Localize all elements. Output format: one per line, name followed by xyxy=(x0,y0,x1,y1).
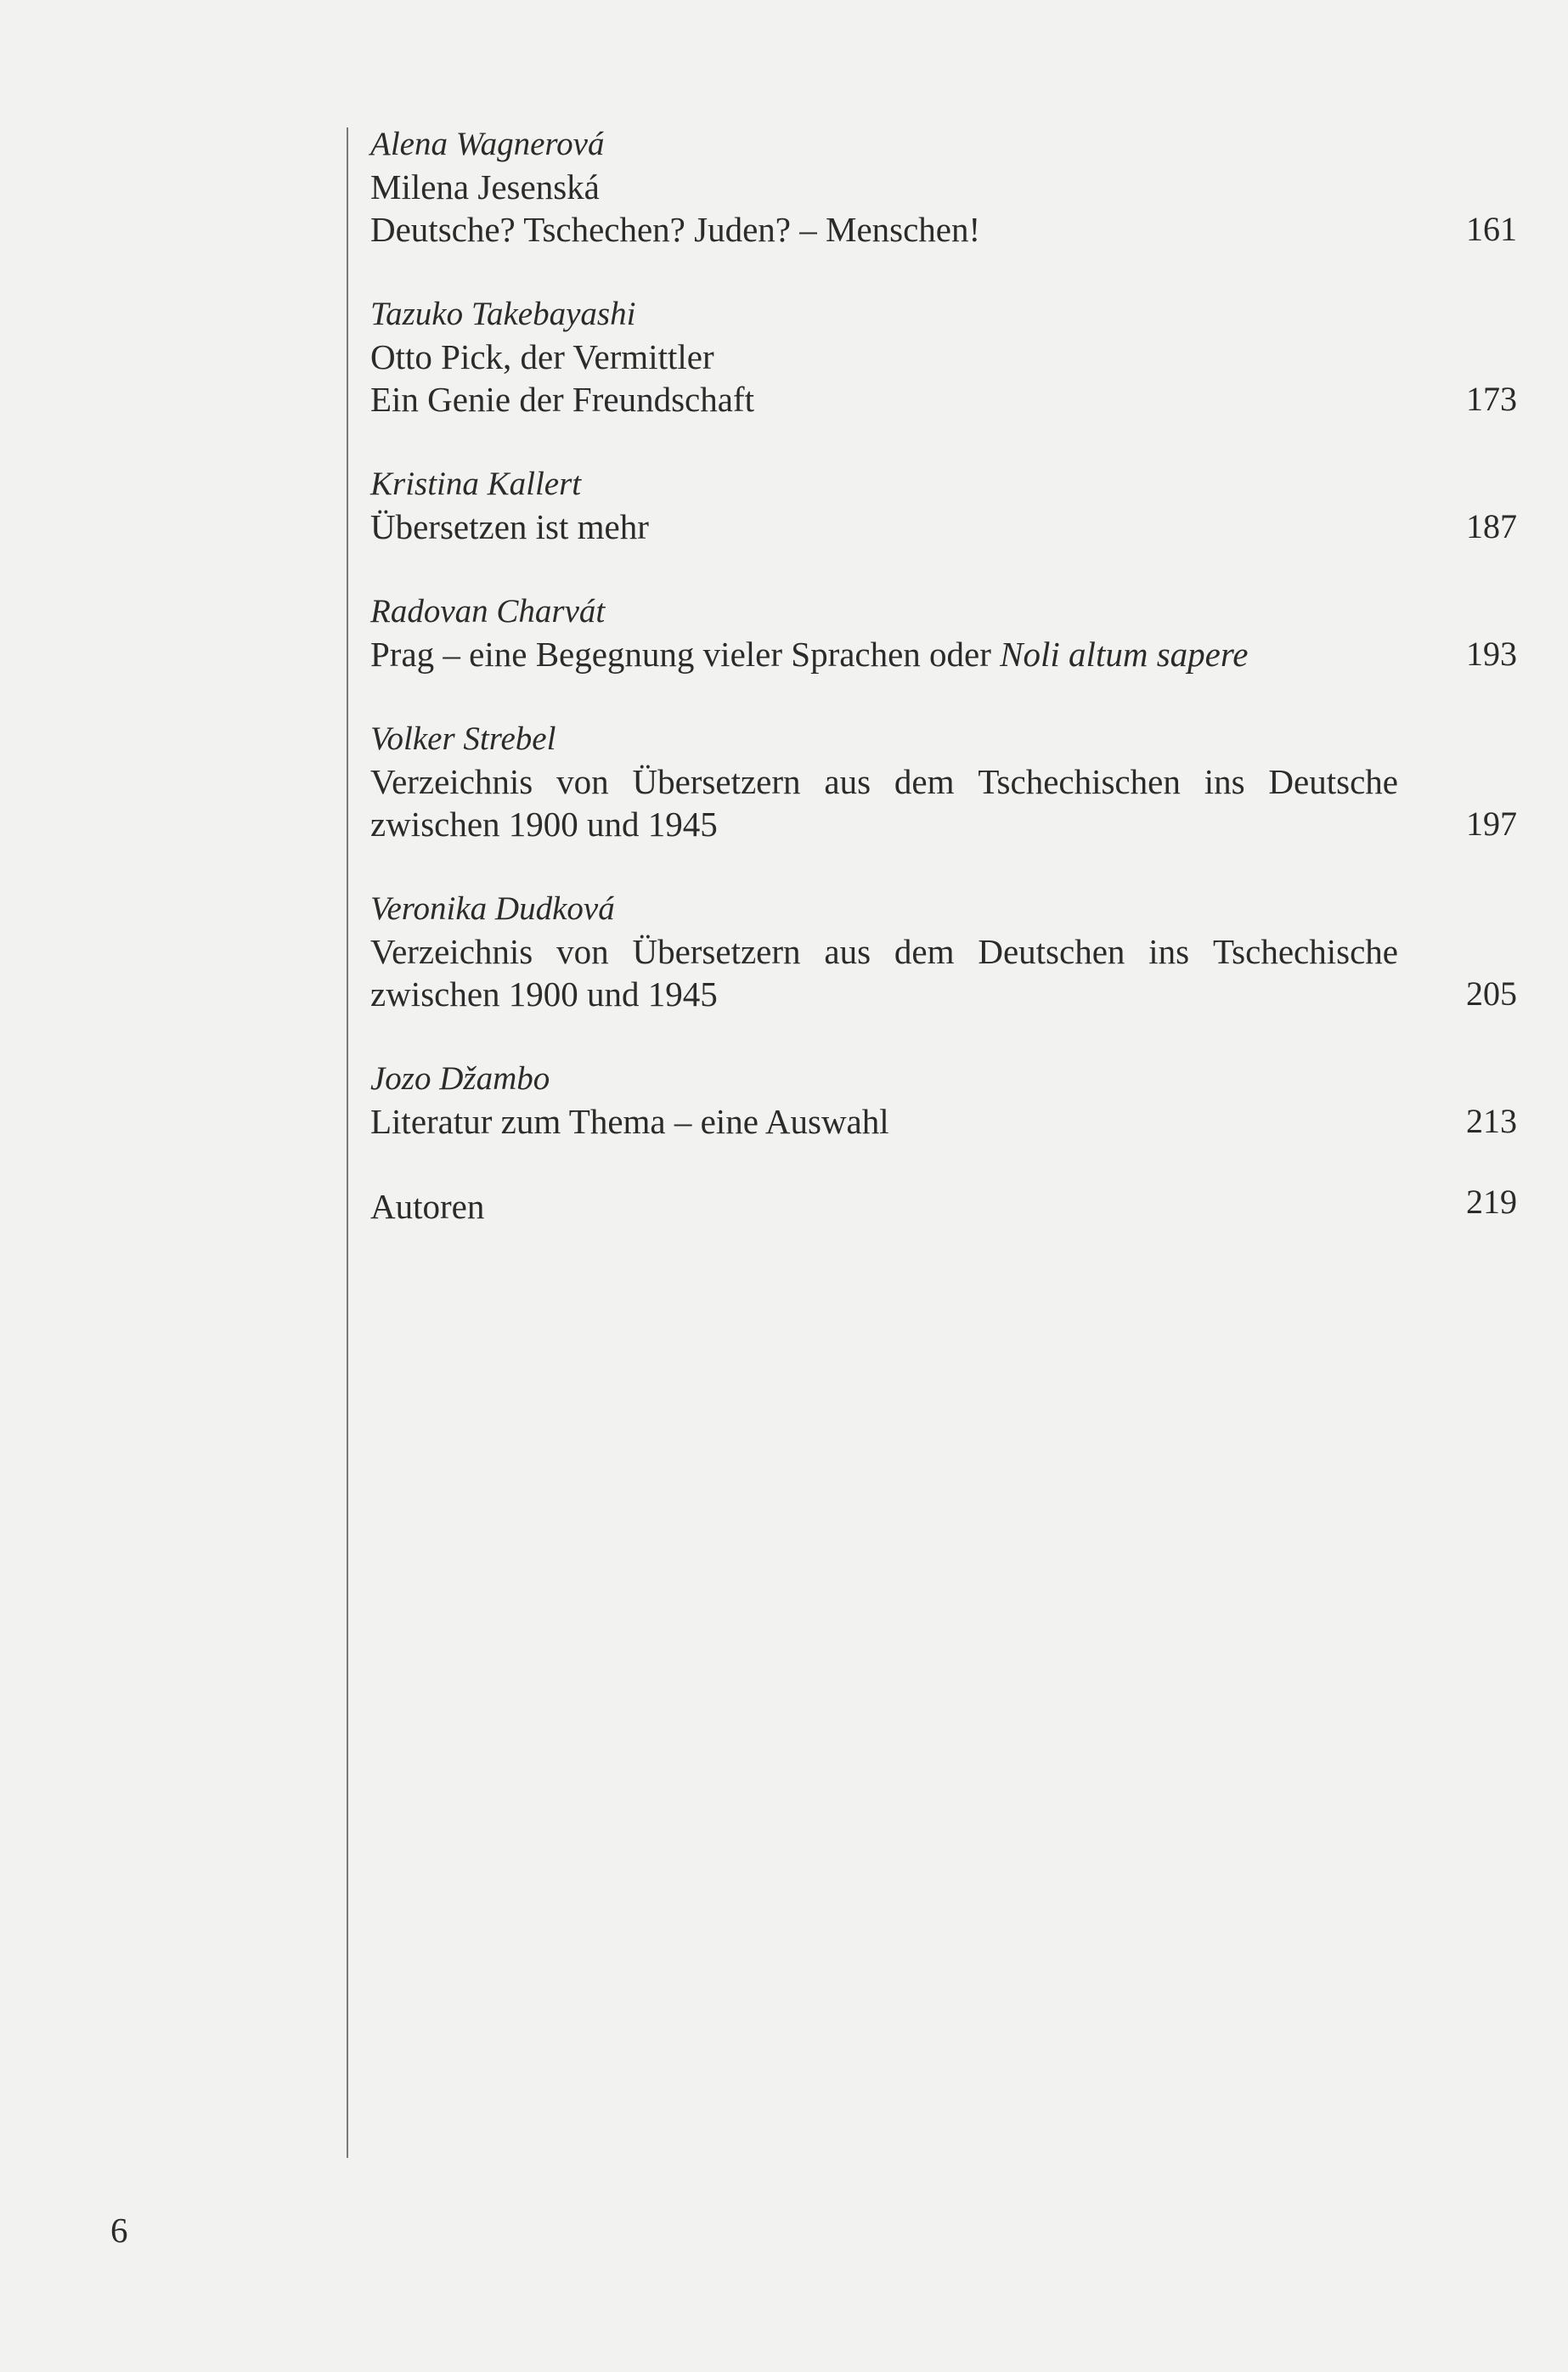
entry-page-number: 205 xyxy=(1466,974,1517,1013)
toc-entry-wagnerova xyxy=(0,123,1568,293)
toc-entry-dudkova xyxy=(0,888,1568,1058)
entry-title-word: Deutschen xyxy=(978,932,1125,971)
entry-page-number: 161 xyxy=(1466,210,1517,248)
entry-title-word: Deutsche xyxy=(1268,762,1398,801)
entry-title-word: von xyxy=(556,932,609,971)
toc-entry-autoren xyxy=(0,1185,1568,1355)
entry-title-text: Prag – eine Begegnung vieler Sprachen oder xyxy=(370,635,1001,674)
entry-title-word: Übersetzern xyxy=(632,762,801,801)
entry-page-number: 173 xyxy=(1466,380,1517,418)
entry-page-number: 197 xyxy=(1466,805,1517,843)
entry-title-line: Übersetzen ist mehr xyxy=(370,507,649,546)
entry-title-italic: Noli altum sapere xyxy=(1000,635,1249,674)
entry-title-word: von xyxy=(556,762,609,801)
entry-title-word: Verzeichnis xyxy=(370,932,533,971)
entry-title-word: dem xyxy=(894,932,955,971)
entry-author: Volker Strebel xyxy=(370,720,556,757)
entry-title-word: Verzeichnis xyxy=(370,762,533,801)
entry-title-word: ins xyxy=(1148,932,1190,971)
toc-entry-strebel xyxy=(0,718,1568,888)
entry-title-line: Ein Genie der Freundschaft xyxy=(370,380,754,419)
entry-title-word: dem xyxy=(894,762,955,801)
entry-title-line: zwischen 1900 und 1945 xyxy=(370,805,718,844)
page-number: 6 xyxy=(110,2211,128,2250)
entry-title-line: Autoren xyxy=(370,1187,485,1226)
entry-title-word: Übersetzern xyxy=(632,932,801,971)
entry-title-word: aus xyxy=(824,762,871,801)
entry-title-line: zwischen 1900 und 1945 xyxy=(370,974,718,1014)
entry-author: Alena Wagnerová xyxy=(370,126,605,162)
entry-title-word: aus xyxy=(824,932,871,971)
entry-author: Radovan Charvát xyxy=(370,593,606,630)
entry-title-line xyxy=(370,930,1398,973)
entry-author: Veronika Dudková xyxy=(370,890,615,927)
entry-author: Kristina Kallert xyxy=(370,466,582,502)
entry-page-number: 193 xyxy=(1466,635,1517,673)
entry-page-number: 187 xyxy=(1466,507,1517,545)
entry-title-word: Tschechischen xyxy=(978,762,1181,801)
entry-page-number: 219 xyxy=(1466,1183,1517,1221)
entry-author: Jozo Džambo xyxy=(370,1060,550,1097)
entry-title-line: Deutsche? Tschechen? Juden? – Menschen! xyxy=(370,210,981,249)
toc-entry-takebayashi xyxy=(0,293,1568,463)
entry-title-word: ins xyxy=(1204,762,1245,801)
entry-title-line xyxy=(370,633,1248,675)
entry-title-line: Milena Jesenská xyxy=(370,167,600,206)
entry-title-line xyxy=(370,760,1398,803)
entry-title-word: Tschechische xyxy=(1213,932,1398,971)
entry-page-number: 213 xyxy=(1466,1102,1517,1140)
entry-author: Tazuko Takebayashi xyxy=(370,296,636,332)
entry-title-line: Otto Pick, der Vermittler xyxy=(370,337,714,376)
entry-title-line: Literatur zum Thema – eine Auswahl xyxy=(370,1102,889,1141)
